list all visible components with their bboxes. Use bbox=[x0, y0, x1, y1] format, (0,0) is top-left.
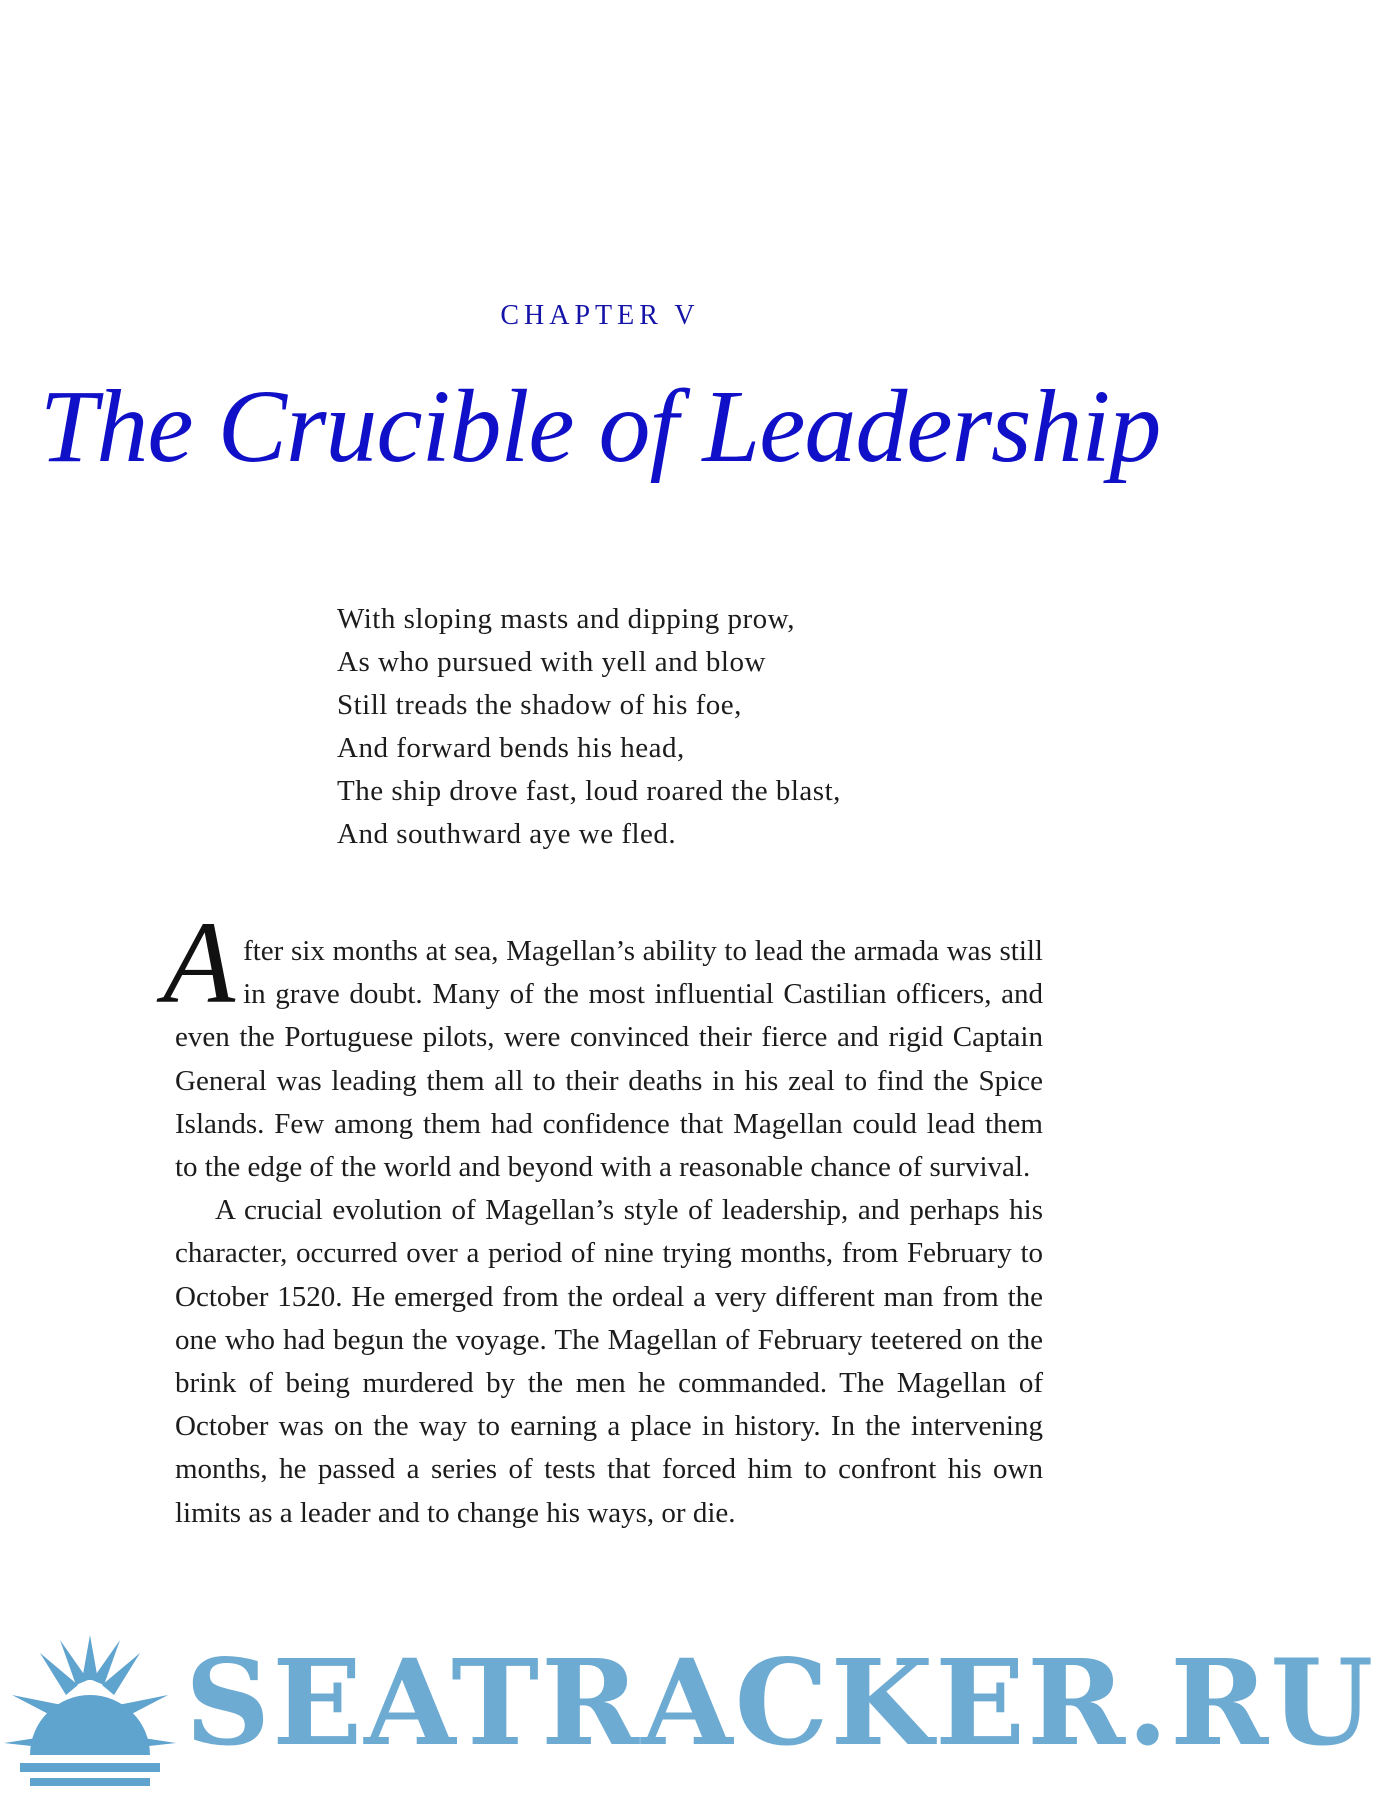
epigraph-line: As who pursued with yell and blow bbox=[337, 646, 766, 678]
chapter-label: CHAPTER V bbox=[500, 300, 700, 331]
epigraph bbox=[337, 598, 957, 856]
epigraph-line: And southward aye we fled. bbox=[337, 818, 677, 850]
paragraph-1-text: fter six months at sea, Magellan’s ability to lead the armada was still in grave doubt. Many of the most influential Castilian officers, and even the Portuguese pilots, were convinced their fierce and rigid Captain General was leading them all to their deaths in his zeal to find the Spice Islands. Few among them had confidence that Magellan could lead them to the edge of the world and beyond with a reasonable chance of survival. bbox=[175, 935, 1043, 1184]
drop-cap: A bbox=[163, 897, 236, 1028]
paragraph-2: A crucial evolution of Magellan’s style of leadership, and perhaps his character, occurred over a period of nine trying months, from February to October 1520. He emerged from the ordeal a very different man from the one who had begun the voyage. The Magellan of February teetered on the brink of being murdered by the men he commanded. The Magellan of October was on the way to earning a place in history. In the intervening months, he passed a series of tests that forced him to confront his own limits as a leader and to change his ways, or die. bbox=[175, 1194, 1043, 1529]
paragraph-1 bbox=[163, 897, 1043, 1189]
epigraph-line: The ship drove fast, loud roared the blast, bbox=[337, 775, 841, 807]
watermark-text: SEATRACKER.RU bbox=[185, 1633, 1375, 1772]
sun-logo-icon bbox=[0, 1625, 180, 1800]
body-text bbox=[163, 897, 1043, 1535]
epigraph-line: With sloping masts and dipping prow, bbox=[337, 603, 795, 635]
epigraph-line: And forward bends his head, bbox=[337, 732, 685, 764]
watermark bbox=[0, 1625, 1375, 1800]
chapter-title: The Crucible of Leadership bbox=[39, 369, 1161, 484]
epigraph-line: Still treads the shadow of his foe, bbox=[337, 689, 742, 721]
